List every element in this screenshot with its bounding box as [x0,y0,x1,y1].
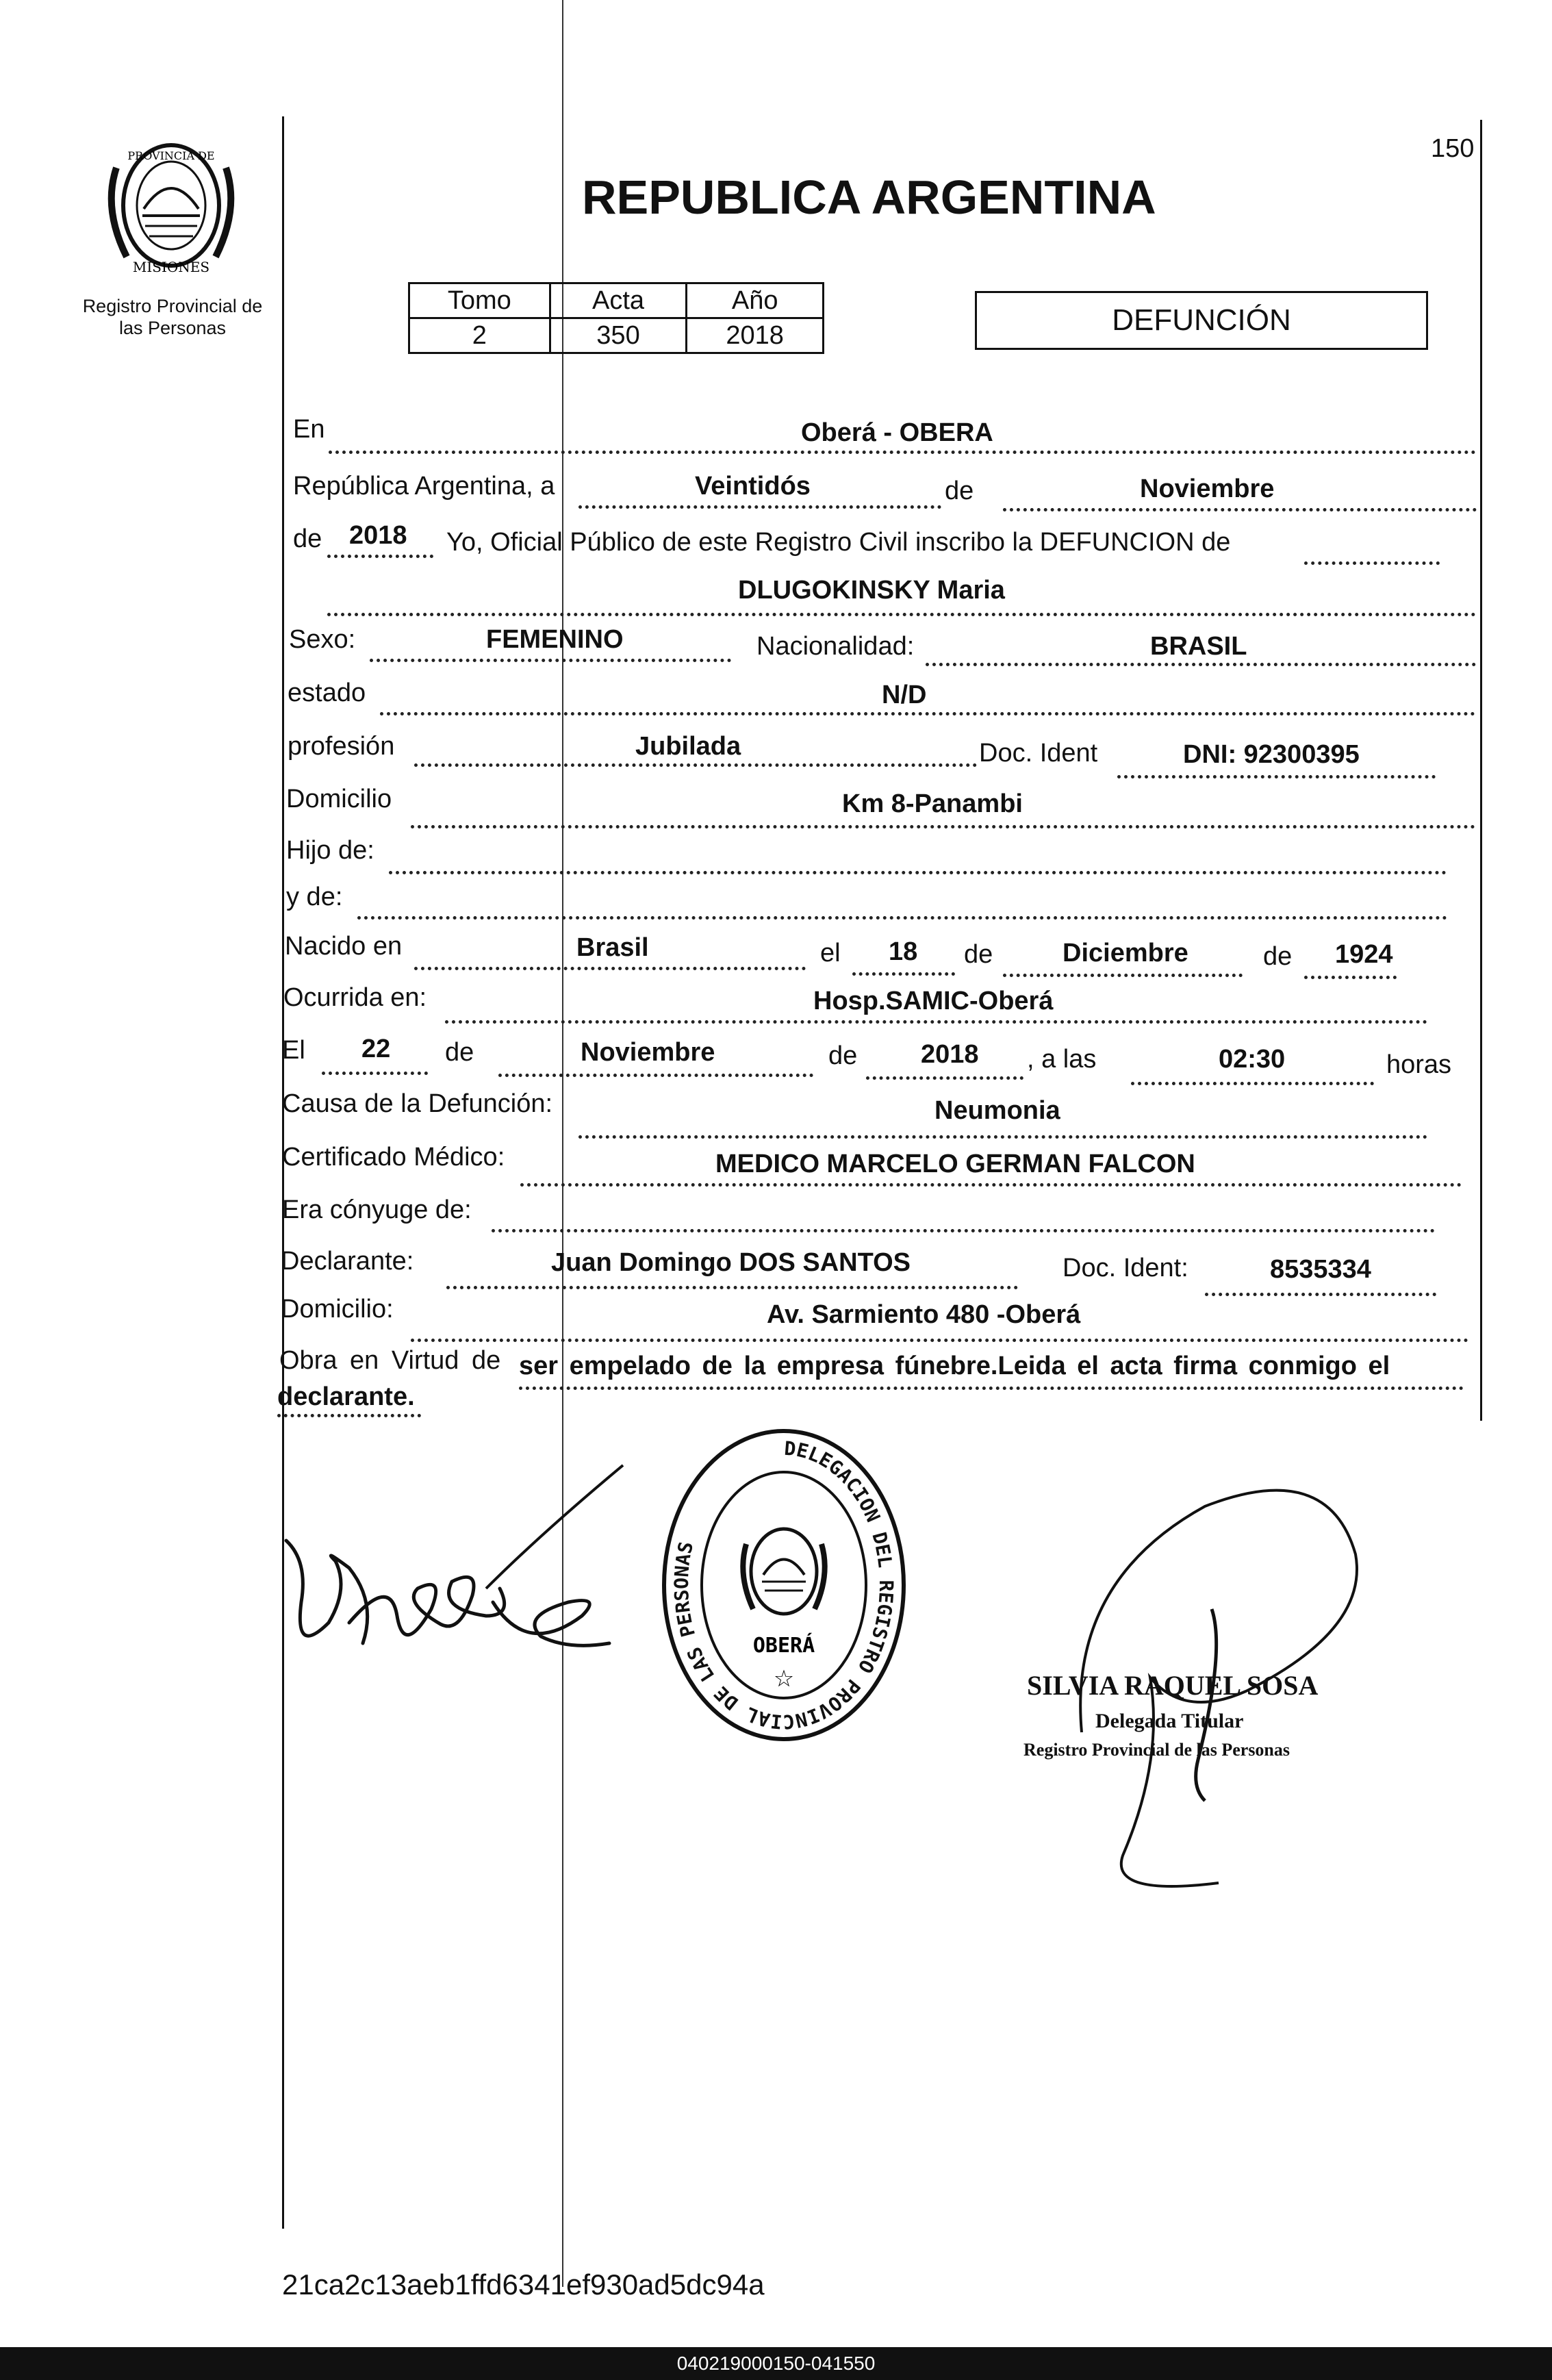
birth-day-value: 18 [889,937,918,966]
declarant-signature [281,1452,637,1671]
en-value: Oberá - OBERA [801,418,993,447]
document-title: REPUBLICA ARGENTINA [582,170,1156,224]
doc-ident2-label: Doc. Ident: [1063,1254,1188,1282]
profesion-value: Jubilada [635,732,741,761]
obra-label: Obra en Virtud de [279,1346,501,1375]
doc-ident2-value: 8535334 [1270,1255,1371,1284]
right-margin-line [1480,120,1482,1421]
document-type-box: DEFUNCIÓN [975,291,1428,350]
nacionalidad-dots [926,663,1476,666]
sexo-value: FEMENINO [486,625,624,654]
ocurrida-label: Ocurrida en: [283,983,427,1012]
conyuge-dots [492,1229,1435,1232]
en-label: En [293,415,325,444]
declarante-dots [446,1286,1018,1289]
certificado-dots [520,1183,1462,1187]
domicilio2-dots [411,1339,1468,1342]
signatory-name: SILVIA RAQUEL SOSA [1027,1670,1319,1701]
registry-line-2: las Personas [118,318,227,338]
causa-label: Causa de la Defunción: [282,1089,553,1118]
birth-month-value: Diciembre [1063,939,1188,967]
nacionalidad-value: BRASIL [1150,632,1247,661]
registry-line-1: Registro Provincial de [82,296,263,316]
deceased-name: DLUGOKINSKY Maria [738,576,1005,605]
left-margin-line [282,116,284,2229]
domicilio2-value: Av. Sarmiento 480 -Oberá [767,1300,1081,1329]
hijo-label: Hijo de: [286,836,374,865]
death-year-value: 2018 [921,1040,979,1069]
death-day-value: 22 [361,1035,391,1063]
de-label-1: de [945,477,974,505]
de-label-2: de [293,524,322,553]
anio-value: 2018 [687,318,824,353]
de-label-4: de [1263,942,1293,971]
day-words-value: Veintidós [695,472,811,501]
month-dots [1003,508,1477,511]
alas-label: , a las [1027,1045,1097,1074]
seal-top-text: PROVINCIA DE [127,149,215,162]
stamp-ring-text: DELEGACION DEL REGISTRO PROVINCIAL DE LAS PERSONAS [670,1436,898,1734]
day-words-dots [578,505,941,509]
de-label-6: de [828,1041,858,1070]
year-value: 2018 [349,521,407,550]
obra-text: ser empelado de la empresa fúnebre.Leida el acta firma conmigo el [519,1352,1390,1380]
official-stamp [654,1421,914,1749]
acta-header: Acta [550,283,687,318]
deceased-dots [327,613,1476,616]
obra-text-2: declarante. [277,1382,415,1411]
death-year-dots [866,1076,1023,1080]
hijo-dots [389,871,1447,874]
certificado-label: Certificado Médico: [282,1143,505,1172]
ocurrida-value: Hosp.SAMIC-Oberá [813,987,1054,1015]
el-cap-label: El [282,1036,305,1065]
de-label-3: de [964,940,993,969]
doc-ident-label: Doc. Ident [979,739,1098,768]
death-month-dots [498,1074,813,1077]
domicilio-dots [411,825,1475,828]
doc-ident-value: DNI: 92300395 [1183,740,1360,769]
sexo-dots [370,659,731,662]
stamp-city: OBERÁ [752,1634,815,1658]
tomo-value: 2 [409,318,550,353]
tomo-header: Tomo [409,283,550,318]
nacionalidad-label: Nacionalidad: [756,632,915,661]
nacido-value: Brasil [576,933,649,962]
en-dots [329,451,1476,454]
causa-value: Neumonia [934,1096,1060,1125]
record-table [408,282,824,354]
domicilio2-label: Domicilio: [281,1295,394,1324]
profesion-dots [414,763,977,767]
profesion-label: profesión [288,732,395,761]
obra-dots-2 [277,1414,421,1417]
estado-value: N/D [882,681,927,709]
doc-ident-dots [1117,775,1436,778]
domicilio-label: Domicilio [286,785,392,813]
signatory-office: Registro Provincial de las Personas [1023,1740,1290,1760]
estado-dots [380,712,1475,716]
stamp-star-icon: ☆ [773,1666,795,1692]
anio-header: Año [687,283,824,318]
year-dots [327,555,433,558]
ocurrida-dots [445,1020,1427,1024]
page-number: 150 [1431,134,1475,163]
intro-end-dots [1304,561,1440,565]
republica-label: República Argentina, a [293,472,555,501]
estado-label: estado [288,679,366,707]
month-value: Noviembre [1140,474,1275,503]
horas-label: horas [1386,1050,1452,1079]
death-day-dots [322,1072,428,1075]
death-time-dots [1131,1082,1374,1085]
birth-month-dots [1003,974,1243,977]
birth-day-dots [852,972,955,976]
acta-value: 350 [550,318,687,353]
doc-ident2-dots [1205,1293,1436,1296]
yde-dots [357,916,1447,920]
barcode-text: 040219000150-041550 [0,2347,1552,2380]
birth-year-value: 1924 [1335,940,1393,969]
intro-text: Yo, Oficial Público de este Registro Civil inscribo la DEFUNCION de [446,528,1231,557]
nacido-dots [414,967,806,970]
domicilio-value: Km 8-Panambi [842,789,1023,818]
birth-year-dots [1304,976,1397,979]
death-time-value: 02:30 [1219,1045,1286,1074]
sexo-label: Sexo: [289,625,356,654]
el-label: el [820,939,841,967]
document-hash: 21ca2c13aeb1ffd6341ef930ad5dc94a [282,2268,765,2301]
seal-bottom-text: MISIONES [132,259,210,275]
de-label-5: de [445,1038,474,1067]
yde-label: y de: [286,883,343,911]
death-month-value: Noviembre [581,1038,715,1067]
provincial-seal-logo [96,127,246,284]
obra-dots [519,1387,1464,1390]
stamp-seal-icon [743,1529,824,1614]
certificado-value: MEDICO MARCELO GERMAN FALCON [715,1150,1195,1178]
signatory-role: Delegada Titular [1095,1710,1244,1732]
nacido-label: Nacido en [285,932,403,961]
conyuge-label: Era cónyuge de: [282,1195,472,1224]
causa-dots [578,1135,1427,1139]
declarante-value: Juan Domingo DOS SANTOS [551,1248,911,1277]
declarante-label: Declarante: [281,1247,414,1276]
